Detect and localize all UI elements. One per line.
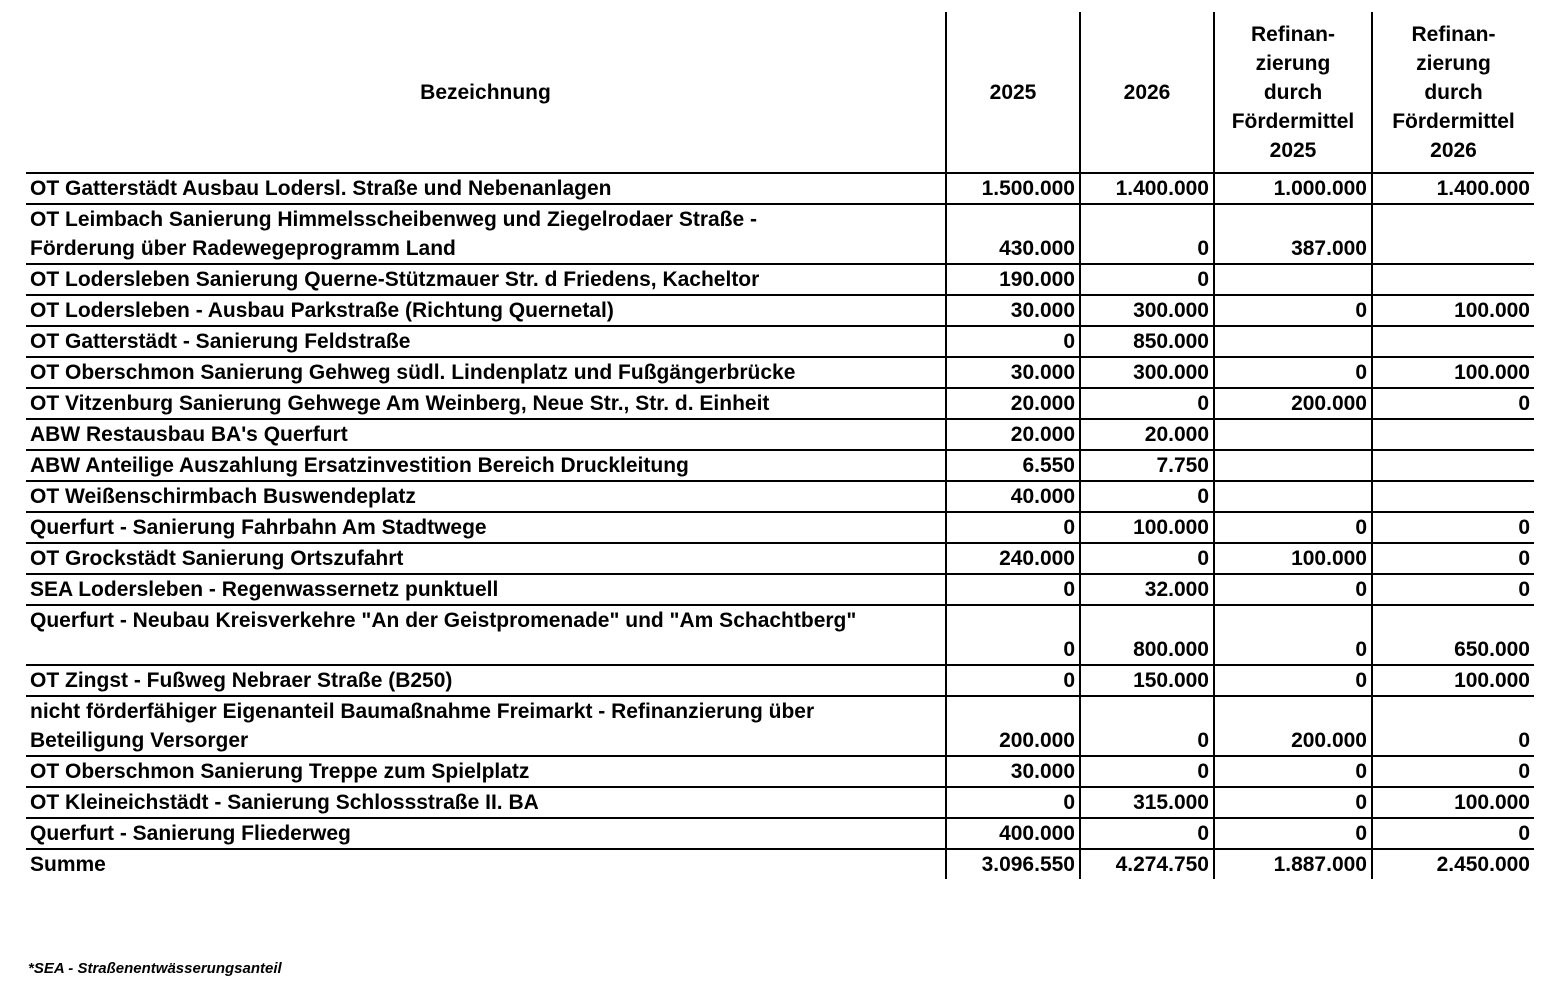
value-2026: 800.000 — [1080, 605, 1214, 665]
header-2025: 2025 — [946, 12, 1080, 173]
refinanzierung-2026: 100.000 — [1372, 787, 1534, 818]
row-label — [26, 357, 946, 388]
table-row — [26, 173, 1534, 204]
header-refinanzierung-2025 — [1214, 12, 1372, 173]
row-label — [26, 756, 946, 787]
value-2025: 0 — [946, 326, 1080, 357]
value-2025: 30.000 — [946, 756, 1080, 787]
row-label — [26, 574, 946, 605]
value-2025: 400.000 — [946, 818, 1080, 849]
refinanzierung-2026: 0 — [1372, 756, 1534, 787]
row-label — [26, 696, 946, 756]
refinanzierung-2025: 0 — [1214, 574, 1372, 605]
refinanzierung-2026: 0 — [1372, 388, 1534, 419]
value-2026: 300.000 — [1080, 295, 1214, 326]
table-row — [26, 357, 1534, 388]
refinanzierung-2025: 100.000 — [1214, 543, 1372, 574]
refinanzierung-2025: 200.000 — [1214, 388, 1372, 419]
refinanzierung-2026: 0 — [1372, 512, 1534, 543]
header-refinanzierung-2026 — [1372, 12, 1534, 173]
value-2026: 0 — [1080, 204, 1214, 264]
refinanzierung-2026: 0 — [1372, 818, 1534, 849]
sum-refinanzierung-2025: 1.887.000 — [1214, 849, 1372, 879]
value-2025: 0 — [946, 512, 1080, 543]
refinanzierung-2025: 387.000 — [1214, 204, 1372, 264]
table-body — [26, 173, 1534, 879]
refinanzierung-2026: 100.000 — [1372, 665, 1534, 696]
table-row — [26, 512, 1534, 543]
row-label — [26, 264, 946, 295]
table-row — [26, 818, 1534, 849]
refinanzierung-2026 — [1372, 264, 1534, 295]
value-2025: 1.500.000 — [946, 173, 1080, 204]
table-row — [26, 543, 1534, 574]
value-2025: 430.000 — [946, 204, 1080, 264]
row-label-line: OT Grockstädt Sanierung Ortszufahrt — [30, 547, 404, 570]
row-label — [26, 512, 946, 543]
refinanzierung-2025: 0 — [1214, 665, 1372, 696]
table-header-row — [26, 12, 1534, 173]
row-label — [26, 605, 946, 665]
row-label-line: OT Oberschmon Sanierung Gehweg südl. Lindenplatz und Fußgängerbrücke — [30, 361, 796, 384]
row-label-line: SEA Lodersleben - Regenwassernetz punktuell — [30, 578, 499, 601]
value-2025: 240.000 — [946, 543, 1080, 574]
value-2026: 1.400.000 — [1080, 173, 1214, 204]
row-label — [26, 787, 946, 818]
sum-label: Summe — [30, 853, 106, 876]
refinanzierung-2025: 0 — [1214, 605, 1372, 665]
refinanzierung-2026 — [1372, 481, 1534, 512]
header-bezeichnung: Bezeichnung — [26, 12, 946, 173]
refinanzierung-2025: 0 — [1214, 357, 1372, 388]
header-line: zierung — [1255, 51, 1331, 75]
refinanzierung-2026: 650.000 — [1372, 605, 1534, 665]
table-row — [26, 481, 1534, 512]
row-label-line: OT Gatterstädt Ausbau Lodersl. Straße und Nebenanlagen — [30, 177, 612, 200]
refinanzierung-2025: 0 — [1214, 787, 1372, 818]
table-row — [26, 419, 1534, 450]
row-label — [26, 419, 946, 450]
value-2026: 0 — [1080, 264, 1214, 295]
table-row — [26, 756, 1534, 787]
refinanzierung-2026: 0 — [1372, 543, 1534, 574]
value-2025: 30.000 — [946, 295, 1080, 326]
row-label — [26, 450, 946, 481]
refinanzierung-2026: 100.000 — [1372, 357, 1534, 388]
refinanzierung-2025 — [1214, 450, 1372, 481]
refinanzierung-2025: 0 — [1214, 756, 1372, 787]
value-2026: 0 — [1080, 481, 1214, 512]
row-label — [26, 543, 946, 574]
table-row — [26, 787, 1534, 818]
row-label-line: OT Oberschmon Sanierung Treppe zum Spielplatz — [30, 760, 530, 783]
value-2026: 0 — [1080, 756, 1214, 787]
header-line: Refinan- — [1411, 22, 1496, 46]
row-label — [26, 665, 946, 696]
value-2025: 30.000 — [946, 357, 1080, 388]
row-label-line: OT Leimbach Sanierung Himmelsscheibenweg und Ziegelrodaer Straße - — [30, 208, 758, 231]
table-row — [26, 264, 1534, 295]
refinanzierung-2025: 0 — [1214, 512, 1372, 543]
value-2026: 315.000 — [1080, 787, 1214, 818]
footnote: *SEA - Straßenentwässerungsanteil — [28, 960, 282, 977]
refinanzierung-2026 — [1372, 450, 1534, 481]
header-line: 2026 — [1430, 138, 1477, 162]
value-2025: 20.000 — [946, 388, 1080, 419]
header-line: 2025 — [1269, 138, 1317, 162]
row-label-line: Querfurt - Sanierung Fahrbahn Am Stadtwege — [30, 516, 487, 539]
value-2026: 150.000 — [1080, 665, 1214, 696]
refinanzierung-2025: 0 — [1214, 818, 1372, 849]
value-2025: 190.000 — [946, 264, 1080, 295]
row-label-line: ABW Restausbau BA's Querfurt — [30, 423, 348, 446]
row-label — [26, 204, 946, 264]
table-row — [26, 326, 1534, 357]
header-2026: 2026 — [1080, 12, 1214, 173]
row-label-line: OT Vitzenburg Sanierung Gehwege Am Weinberg, Neue Str., Str. d. Einheit — [30, 392, 770, 415]
table-row — [26, 388, 1534, 419]
refinanzierung-2025: 1.000.000 — [1214, 173, 1372, 204]
value-2026: 850.000 — [1080, 326, 1214, 357]
sum-2026: 4.274.750 — [1080, 849, 1214, 879]
refinanzierung-2025 — [1214, 481, 1372, 512]
row-label-line: OT Gatterstädt - Sanierung Feldstraße — [30, 330, 411, 353]
value-2026: 100.000 — [1080, 512, 1214, 543]
table-row — [26, 665, 1534, 696]
row-label-line: ABW Anteilige Auszahlung Ersatzinvestition Bereich Druckleitung — [30, 454, 689, 477]
row-label-line: nicht förderfähiger Eigenanteil Baumaßnahme Freimarkt - Refinanzierung über — [30, 700, 815, 723]
table-row — [26, 295, 1534, 326]
header-line: Fördermittel — [1392, 109, 1515, 133]
value-2026: 0 — [1080, 543, 1214, 574]
refinanzierung-2026: 0 — [1372, 574, 1534, 605]
value-2026: 0 — [1080, 818, 1214, 849]
row-label — [26, 326, 946, 357]
sum-refinanzierung-2026: 2.450.000 — [1372, 849, 1534, 879]
table-row — [26, 696, 1534, 756]
value-2026: 0 — [1080, 388, 1214, 419]
value-2026: 32.000 — [1080, 574, 1214, 605]
row-label-line: OT Zingst - Fußweg Nebraer Straße (B250) — [30, 669, 453, 692]
refinanzierung-2026: 1.400.000 — [1372, 173, 1534, 204]
refinanzierung-2025 — [1214, 264, 1372, 295]
row-label-line: OT Weißenschirmbach Buswendeplatz — [30, 485, 416, 508]
header-line: Refinan- — [1251, 22, 1335, 46]
header-line: durch — [1263, 80, 1323, 104]
table-row — [26, 574, 1534, 605]
refinanzierung-2025 — [1214, 326, 1372, 357]
row-label-line: Förderung über Radewegeprogramm Land — [30, 237, 456, 260]
row-label — [26, 295, 946, 326]
row-label-line: Beteiligung Versorger — [30, 729, 249, 752]
value-2025: 20.000 — [946, 419, 1080, 450]
table-row — [26, 204, 1534, 264]
refinanzierung-2026 — [1372, 419, 1534, 450]
refinanzierung-2025 — [1214, 419, 1372, 450]
sum-row — [26, 849, 1534, 879]
value-2025: 0 — [946, 665, 1080, 696]
refinanzierung-2026 — [1372, 204, 1534, 264]
value-2025: 0 — [946, 605, 1080, 665]
row-label-line: OT Lodersleben Sanierung Querne-Stützmauer Str. d Friedens, Kacheltor — [30, 268, 760, 291]
row-label — [26, 173, 946, 204]
row-label-line: OT Kleineichstädt - Sanierung Schlossstraße II. BA — [30, 791, 539, 814]
header-line: durch — [1424, 80, 1483, 104]
refinanzierung-2025: 0 — [1214, 295, 1372, 326]
row-label — [26, 388, 946, 419]
refinanzierung-2025: 200.000 — [1214, 696, 1372, 756]
header-line: Fördermittel — [1231, 109, 1355, 133]
value-2025: 40.000 — [946, 481, 1080, 512]
value-2026: 7.750 — [1080, 450, 1214, 481]
row-label-line: Querfurt - Neubau Kreisverkehre "An der Geistpromenade" und "Am Schachtberg" — [30, 609, 857, 632]
row-label — [26, 481, 946, 512]
value-2025: 0 — [946, 574, 1080, 605]
table-row — [26, 605, 1534, 665]
row-label-line: Querfurt - Sanierung Fliederweg — [30, 822, 351, 845]
header-line: zierung — [1416, 51, 1491, 75]
value-2025: 0 — [946, 787, 1080, 818]
refinanzierung-2026: 100.000 — [1372, 295, 1534, 326]
value-2025: 200.000 — [946, 696, 1080, 756]
row-label — [26, 818, 946, 849]
row-label-line: OT Lodersleben - Ausbau Parkstraße (Richtung Quernetal) — [30, 299, 614, 322]
sum-2025: 3.096.550 — [946, 849, 1080, 879]
budget-table — [26, 12, 1534, 879]
value-2026: 20.000 — [1080, 419, 1214, 450]
refinanzierung-2026: 0 — [1372, 696, 1534, 756]
value-2026: 300.000 — [1080, 357, 1214, 388]
value-2026: 0 — [1080, 696, 1214, 756]
row-label-line — [30, 635, 941, 664]
refinanzierung-2026 — [1372, 326, 1534, 357]
table-row — [26, 450, 1534, 481]
value-2025: 6.550 — [946, 450, 1080, 481]
